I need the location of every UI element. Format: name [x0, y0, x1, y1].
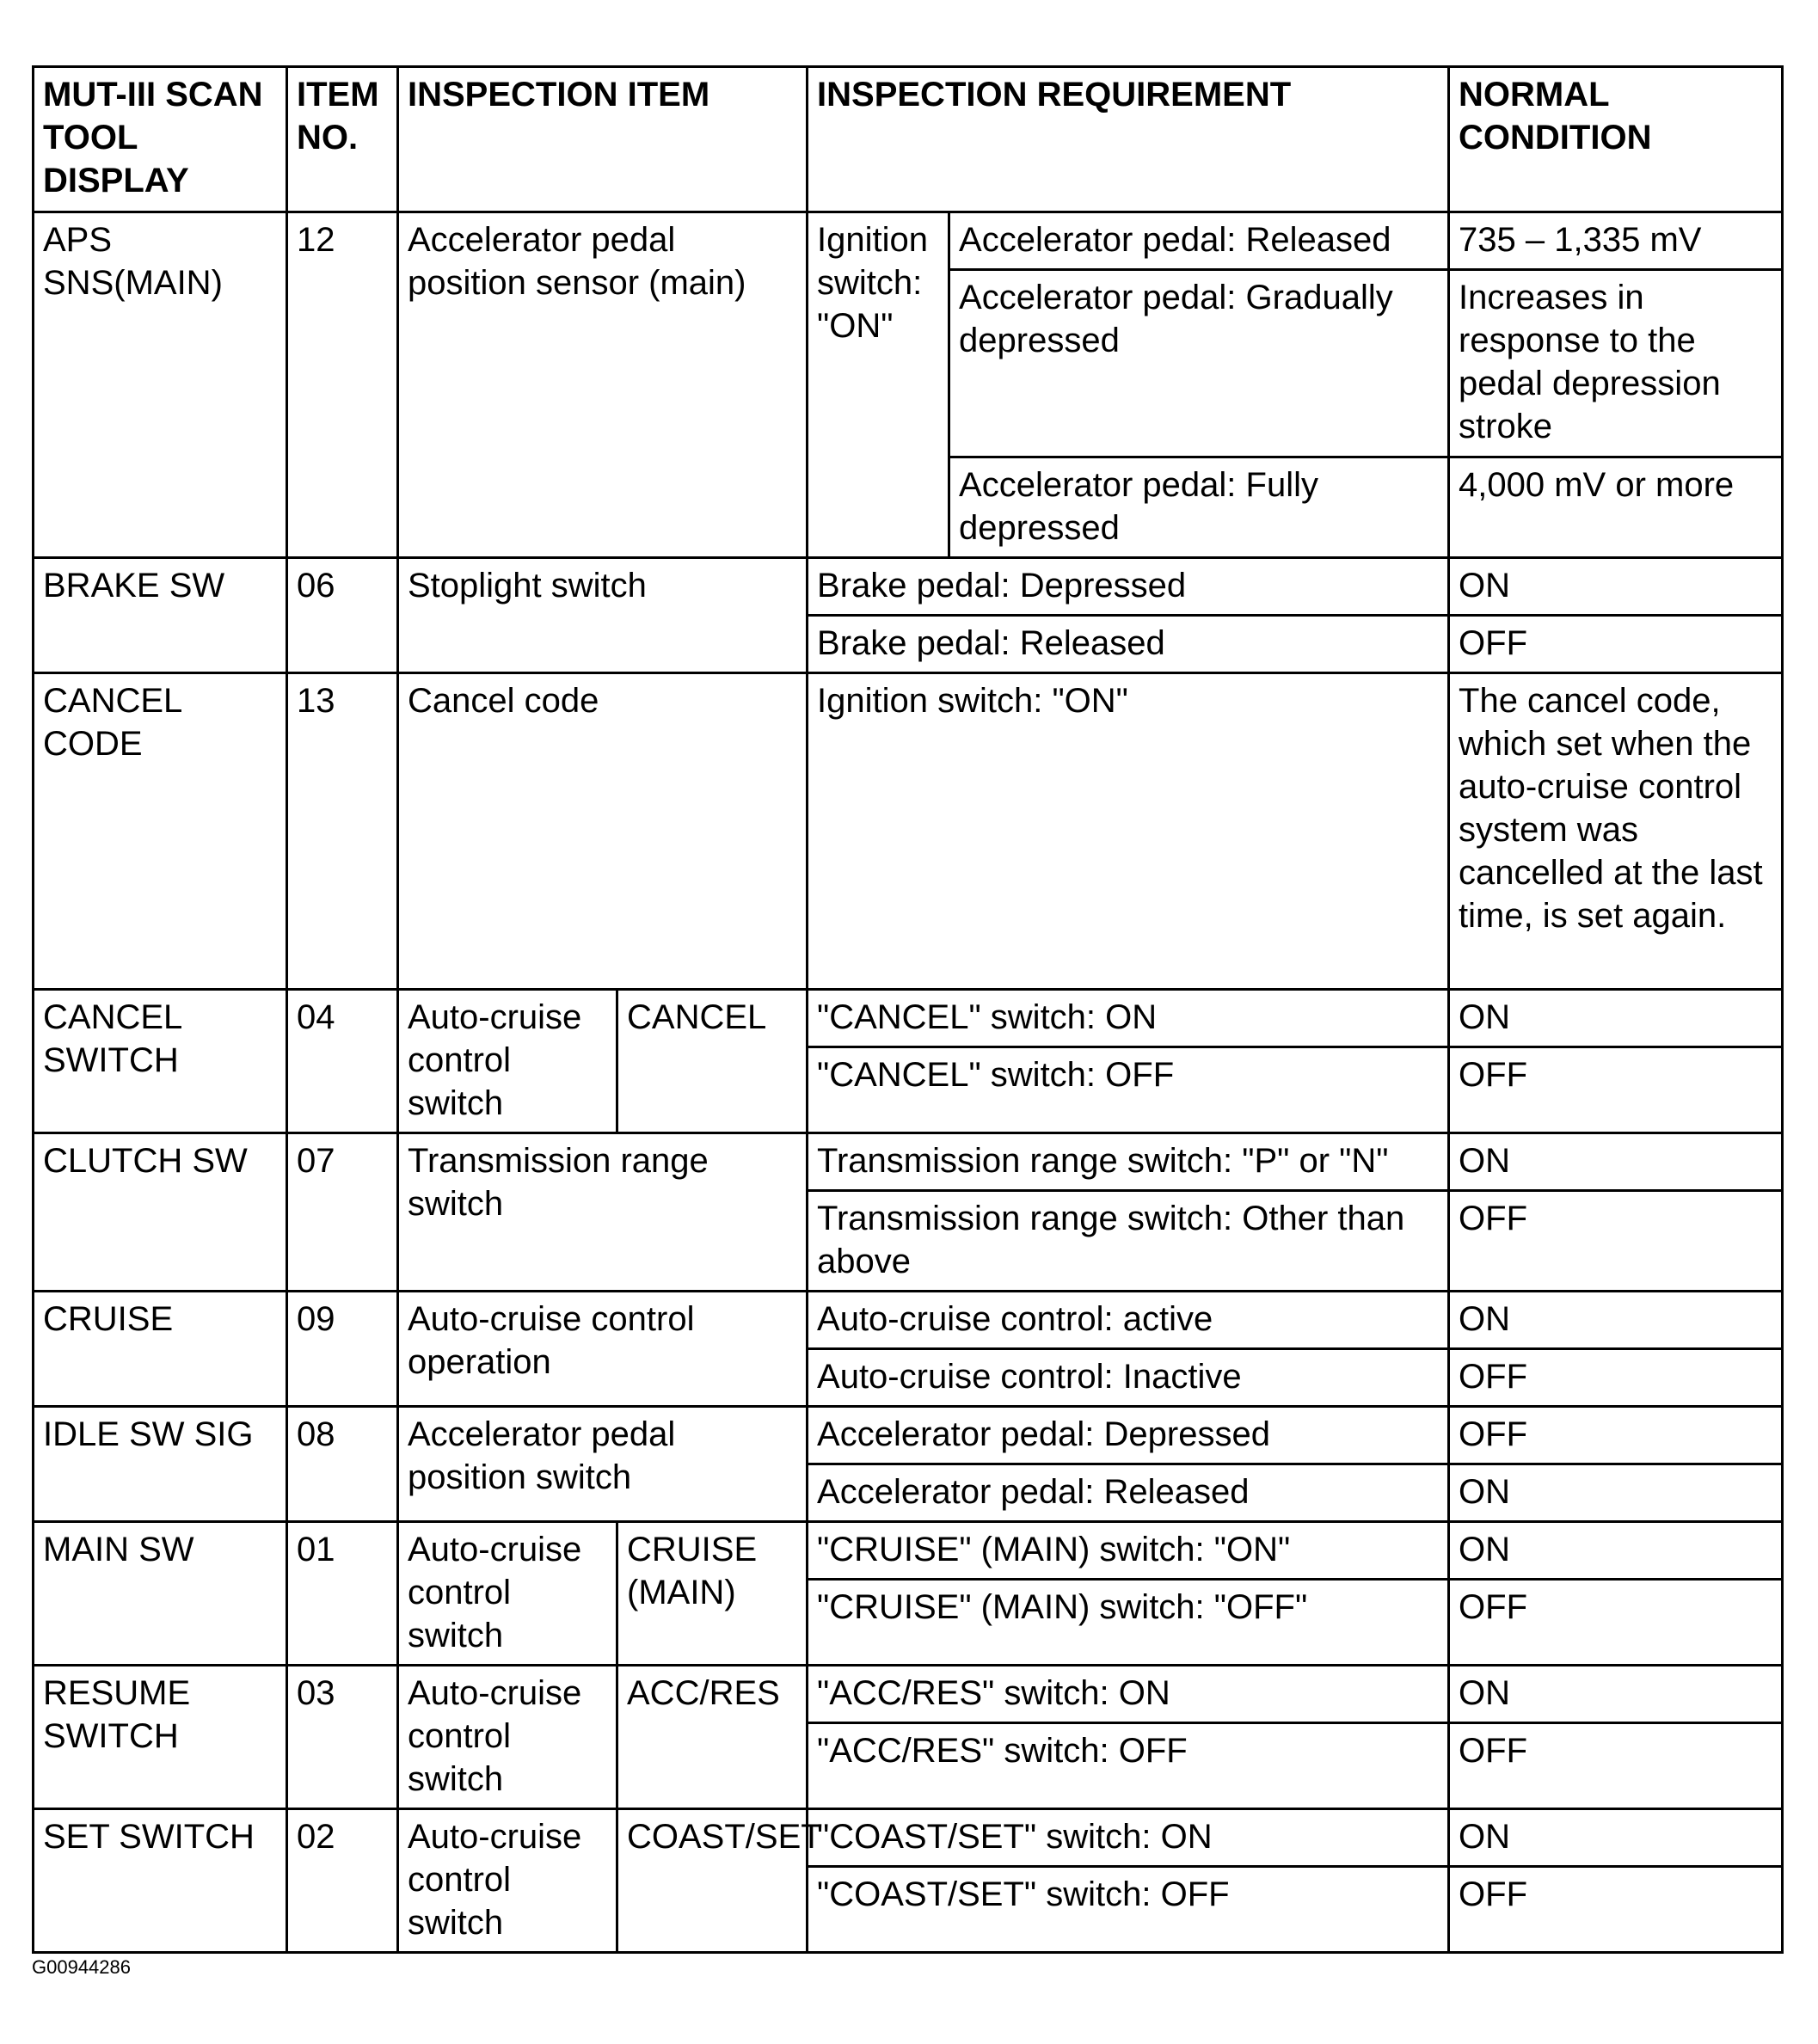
header-inspection-requirement: INSPECTION REQUIREMENT	[808, 67, 1449, 212]
item-no-cell: 04	[287, 990, 398, 1133]
requirement-cell: "COAST/SET" switch: ON	[808, 1809, 1449, 1867]
figure-code: G00944286	[32, 1956, 131, 1978]
display-cell: BRAKE SW	[34, 558, 287, 673]
inspection-item-cell: Auto-cruise control switch	[398, 990, 617, 1133]
item-no-cell: 12	[287, 212, 398, 558]
requirement-cell: Accelerator pedal: Depressed	[808, 1407, 1449, 1464]
item-no-cell: 03	[287, 1666, 398, 1809]
display-cell: RESUME SWITCH	[34, 1666, 287, 1809]
inspection-item-cell: Stoplight switch	[398, 558, 808, 673]
display-cell: MAIN SW	[34, 1522, 287, 1666]
item-no-cell: 07	[287, 1133, 398, 1292]
normal-cell: OFF	[1449, 1191, 1783, 1292]
inspection-item-cell: Accelerator pedal position switch	[398, 1407, 808, 1522]
normal-cell: OFF	[1449, 1580, 1783, 1666]
requirement-cell: "CRUISE" (MAIN) switch: "OFF"	[808, 1580, 1449, 1666]
normal-cell: ON	[1449, 1464, 1783, 1522]
normal-cell: ON	[1449, 1809, 1783, 1867]
normal-cell: OFF	[1449, 1047, 1783, 1133]
requirement-cell: "ACC/RES" switch: OFF	[808, 1723, 1449, 1809]
table-row	[34, 1666, 1783, 1723]
requirement-cell: Accelerator pedal: Fully depressed	[949, 457, 1449, 558]
item-no-cell: 08	[287, 1407, 398, 1522]
header-item-no: ITEM NO.	[287, 67, 398, 212]
switch-name-cell: COAST/SET	[617, 1809, 808, 1953]
normal-cell: OFF	[1449, 1349, 1783, 1407]
table-row	[34, 558, 1783, 616]
table-row	[34, 1407, 1783, 1464]
normal-cell: ON	[1449, 1292, 1783, 1349]
inspection-item-cell: Accelerator pedal position sensor (main)	[398, 212, 808, 558]
requirement-cell: "CANCEL" switch: ON	[808, 990, 1449, 1047]
requirement-cell: Brake pedal: Depressed	[808, 558, 1449, 616]
inspection-item-cell: Transmission range switch	[398, 1133, 808, 1292]
item-no-cell: 09	[287, 1292, 398, 1407]
normal-cell: ON	[1449, 1666, 1783, 1723]
table-row	[34, 990, 1783, 1047]
requirement-cell: Transmission range switch: "P" or "N"	[808, 1133, 1449, 1191]
inspection-table-sheet	[32, 65, 1781, 1954]
header-display: MUT-III SCAN TOOL DISPLAY	[34, 67, 287, 212]
display-cell: CANCEL SWITCH	[34, 990, 287, 1133]
inspection-item-cell: Auto-cruise control operation	[398, 1292, 808, 1407]
table-row	[34, 1522, 1783, 1580]
header-row	[34, 67, 1783, 212]
switch-name-cell: CANCEL	[617, 990, 808, 1133]
requirement-cell: "CRUISE" (MAIN) switch: "ON"	[808, 1522, 1449, 1580]
display-cell: CANCEL CODE	[34, 673, 287, 990]
inspection-table	[32, 65, 1784, 1954]
normal-cell: ON	[1449, 990, 1783, 1047]
inspection-item-cell: Auto-cruise control switch	[398, 1666, 617, 1809]
requirement-cell: Accelerator pedal: Gradually depressed	[949, 270, 1449, 457]
normal-cell: 735 – 1,335 mV	[1449, 212, 1783, 270]
normal-cell: OFF	[1449, 1723, 1783, 1809]
requirement-cell: Auto-cruise control: active	[808, 1292, 1449, 1349]
requirement-cell: Ignition switch: "ON"	[808, 673, 1449, 990]
normal-cell: OFF	[1449, 616, 1783, 673]
normal-cell: OFF	[1449, 1867, 1783, 1953]
table-row	[34, 673, 1783, 990]
requirement-cell: Brake pedal: Released	[808, 616, 1449, 673]
table-row	[34, 1133, 1783, 1191]
table-row	[34, 1292, 1783, 1349]
requirement-cell: "CANCEL" switch: OFF	[808, 1047, 1449, 1133]
normal-cell: ON	[1449, 1133, 1783, 1191]
normal-cell: The cancel code, which set when the auto-cruise control system was cancelled at the last time, is set again.	[1449, 673, 1783, 990]
requirement-cell: Transmission range switch: Other than above	[808, 1191, 1449, 1292]
inspection-item-cell: Cancel code	[398, 673, 808, 990]
normal-cell: OFF	[1449, 1407, 1783, 1464]
display-cell: CLUTCH SW	[34, 1133, 287, 1292]
item-no-cell: 06	[287, 558, 398, 673]
item-no-cell: 01	[287, 1522, 398, 1666]
display-cell: IDLE SW SIG	[34, 1407, 287, 1522]
display-cell: APS SNS(MAIN)	[34, 212, 287, 558]
condition-cell: Ignition switch: "ON"	[808, 212, 949, 558]
requirement-cell: "ACC/RES" switch: ON	[808, 1666, 1449, 1723]
table-row	[34, 1809, 1783, 1867]
item-no-cell: 02	[287, 1809, 398, 1953]
requirement-cell: "COAST/SET" switch: OFF	[808, 1867, 1449, 1953]
display-cell: SET SWITCH	[34, 1809, 287, 1953]
requirement-cell: Auto-cruise control: Inactive	[808, 1349, 1449, 1407]
requirement-cell: Accelerator pedal: Released	[808, 1464, 1449, 1522]
inspection-item-cell: Auto-cruise control switch	[398, 1522, 617, 1666]
switch-name-cell: CRUISE (MAIN)	[617, 1522, 808, 1666]
normal-cell: ON	[1449, 558, 1783, 616]
normal-cell: ON	[1449, 1522, 1783, 1580]
header-inspection-item: INSPECTION ITEM	[398, 67, 808, 212]
item-no-cell: 13	[287, 673, 398, 990]
inspection-item-cell: Auto-cruise control switch	[398, 1809, 617, 1953]
display-cell: CRUISE	[34, 1292, 287, 1407]
normal-cell: Increases in response to the pedal depression stroke	[1449, 270, 1783, 457]
table-row	[34, 212, 1783, 270]
requirement-cell: Accelerator pedal: Released	[949, 212, 1449, 270]
header-normal-condition: NORMAL CONDITION	[1449, 67, 1783, 212]
switch-name-cell: ACC/RES	[617, 1666, 808, 1809]
normal-cell: 4,000 mV or more	[1449, 457, 1783, 558]
